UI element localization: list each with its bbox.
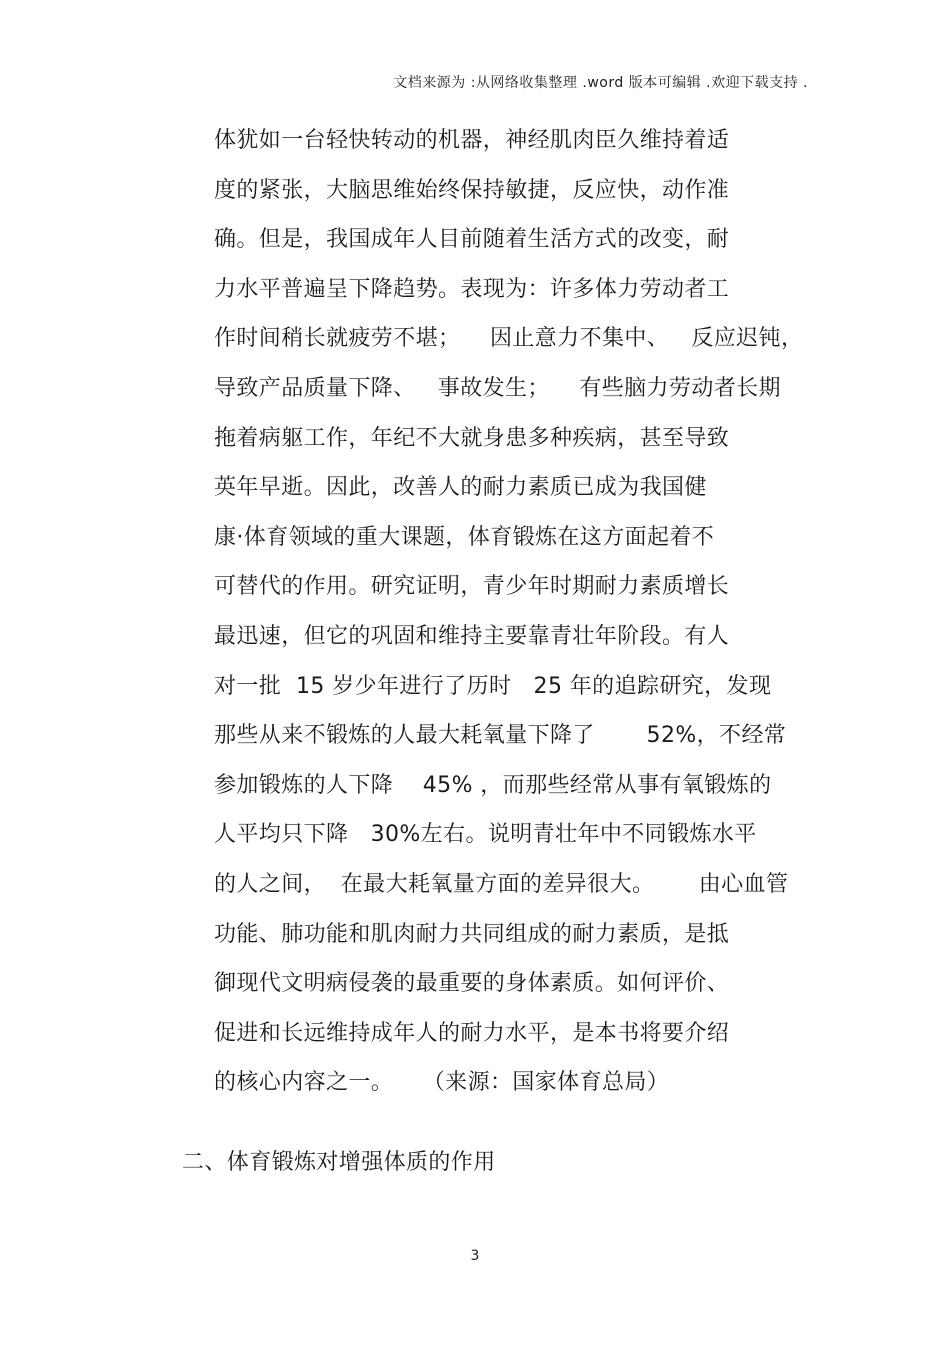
text-line: 康·体育领域的重大课题，体育锻炼在这方面起着不 (214, 524, 715, 550)
text-line: 作时间稍长就疲劳不堪； 因止意力不集中、 反应迟钝， (214, 326, 804, 352)
text-line: 那些从来不锻炼的人最大耗氧量下降了 52%，不经常 (214, 723, 787, 749)
text-line: 参加锻炼的人下降 45% ，而那些经常从事有氧锻炼的 (214, 772, 772, 798)
text-line: 御现代文明病侵袭的最重要的身体素质。如何评价、 (214, 971, 730, 997)
page-number: 3 (470, 1248, 480, 1264)
text-line: 可替代的作用。研究证明，青少年时期耐力素质增长 (214, 574, 730, 600)
body-paragraph (214, 120, 854, 1112)
text-line: 对一批 15 岁少年进行了历时 25 年的追踪研究，发现 (214, 673, 772, 699)
text-line: 确。但是，我国成年人目前随着生活方式的改变，耐 (214, 227, 730, 253)
page-header: 文档来源为 :从网络收集整理 .word 版本可编辑 .欢迎下载支持 . (393, 75, 808, 91)
text-line: 拖着病躯工作，年纪不大就身患多种疾病，甚至导致 (214, 425, 730, 451)
text-line: 体犹如一台轻快转动的机器，神经肌肉臣久维持着适 (214, 128, 730, 153)
text-line: 的核心内容之一。 （来源：国家体育总局） (214, 1070, 670, 1096)
section-heading: 二、体育锻炼对增强体质的作用 (182, 1150, 496, 1175)
text-line: 的人之间， 在最大耗氧量方面的差异很大。 由心血管 (214, 871, 789, 897)
text-line: 促进和长远维持成年人的耐力水平，是本书将要介绍 (214, 1020, 730, 1046)
text-line: 导致产品质量下降、 事故发生； 有些脑力劳动者长期 (214, 375, 781, 401)
text-line: 人平均只下降 30%左右。说明青壮年中不同锻炼水平 (214, 822, 757, 848)
text-line: 最迅速，但它的巩固和维持主要靠青壮年阶段。有人 (214, 623, 730, 649)
text-line: 功能、肺功能和肌肉耐力共同组成的耐力素质，是抵 (214, 921, 730, 947)
text-line: 英年早逝。因此，改善人的耐力素质已成为我国健 (214, 475, 707, 501)
text-line: 度的紧张，大脑思维始终保持敏捷，反应快，动作准 (214, 177, 730, 203)
text-line: 力水平普遍呈下降趋势。表现为：许多体力劳动者工 (214, 276, 730, 302)
